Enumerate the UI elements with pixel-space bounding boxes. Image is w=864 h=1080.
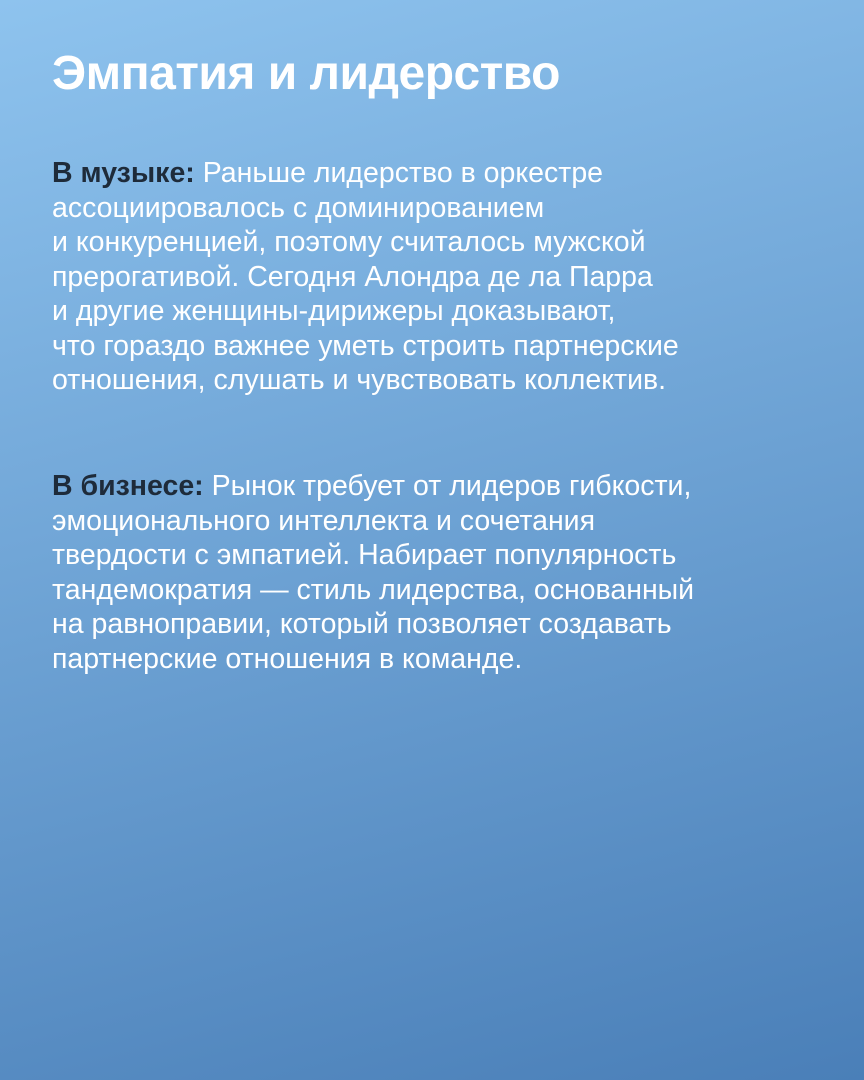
business-text-4: тандемократия — стиль лидерства, основанный <box>52 573 695 606</box>
music-text-4: прерогативой. Сегодня Алондра де ла Парра <box>52 260 653 293</box>
music-text-1: Раньше лидерство в оркестре <box>194 157 604 189</box>
business-text-1: Рынок требует от лидеров гибкости, <box>203 470 692 502</box>
business-section <box>52 469 822 676</box>
business-text-2: эмоционального интеллекта и сочетания <box>52 504 596 537</box>
music-text-5: и другие женщины-дирижеры доказывают, <box>52 295 616 327</box>
music-label: В музыке: <box>52 157 195 189</box>
page-title: Эмпатия и лидерство <box>52 47 560 100</box>
music-text-7: отношения, слушать и чувствовать коллектив. <box>52 364 667 396</box>
business-label: В бизнесе: <box>52 470 204 502</box>
business-line-1 <box>52 469 822 504</box>
business-text-3: твердости с эмпатией. Набирает популярность <box>52 539 677 571</box>
music-text-2: ассоциировалось с доминированием <box>52 191 545 224</box>
business-text-6: партнерские отношения в команде. <box>52 642 523 675</box>
music-section <box>52 156 822 398</box>
business-text-5: на равноправии, который позволяет создавать <box>52 608 672 640</box>
music-text-6: что гораздо важнее уметь строить партнерские <box>52 329 679 362</box>
music-text-3: и конкуренцией, поэтому считалось мужской <box>52 226 646 258</box>
music-line-1 <box>52 156 822 191</box>
